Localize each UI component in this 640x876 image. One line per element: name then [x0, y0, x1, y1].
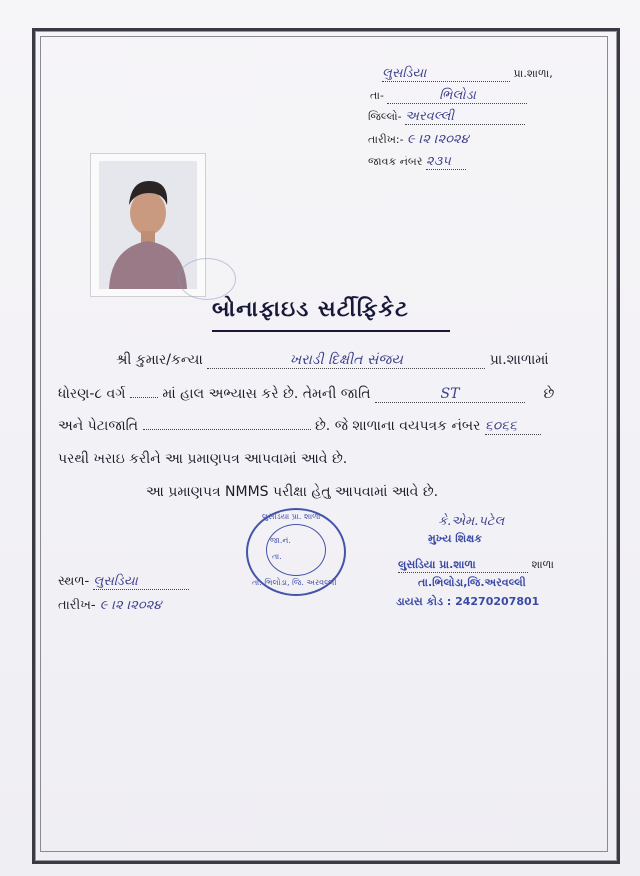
seal-field-2: તા. — [272, 552, 282, 561]
line2-suffix: છે — [543, 386, 555, 402]
dise-code: ડાયસ કોડ : 24270207801 — [396, 595, 540, 608]
body-line-3 — [58, 418, 541, 435]
line2-middle: માં હાલ અભ્યાસ કરે છે. તેમની જાતિ — [162, 386, 371, 402]
header-taluka-label: તા- — [370, 89, 384, 102]
header-district-line — [368, 109, 525, 125]
header-date-line — [368, 132, 469, 147]
signature-school-line — [398, 558, 554, 573]
line3-middle: છે. જે શાળાના વયપત્રક નંબર — [314, 418, 481, 434]
line3-prefix: અને પેટાજાતિ — [58, 418, 139, 434]
seal-field-1: જા.નં. — [270, 536, 291, 545]
header-school-name: લુસડિયા — [382, 66, 510, 82]
school-seal-inner — [266, 524, 326, 576]
header-date-label: તારીખ:- — [368, 133, 404, 146]
seal-bottom-text: તા. ભિલોડા, જિ. અરવલ્લી — [252, 578, 337, 587]
signature-taluka: તા.ભિલોડા,જિ.અરવલ્લી — [418, 576, 526, 589]
line2-blank — [130, 397, 158, 398]
header-outward-value: ૨૩૫ — [426, 154, 466, 170]
headmaster-role: મુખ્ય શિક્ષક — [428, 532, 483, 545]
body-line-1 — [116, 352, 549, 369]
footer-place-value: લુસડિયા — [93, 574, 189, 590]
headmaster-signature: કે.એમ.પટેલ — [438, 514, 505, 529]
line1-suffix: પ્રા.શાળામાં — [489, 352, 549, 368]
subcaste-blank — [143, 429, 311, 430]
register-number: ૬૦૬૬ — [485, 418, 541, 435]
header-school-suffix: પ્રા.શાળા, — [513, 67, 553, 80]
line2-prefix: ધોરણ-૮ વર્ગ — [58, 386, 126, 402]
footer-place-label: સ્થળ- — [58, 574, 90, 589]
student-name: ખરાડી દિક્ષીત સંજય — [207, 352, 485, 369]
seal-top-text: લુસડિયા પ્રા. શાળા — [262, 512, 321, 521]
certificate-title: બોનાફાઇડ સર્ટીફિકેટ — [212, 296, 409, 322]
line1-prefix: શ્રી કુમાર/કન્યા — [116, 352, 203, 368]
header-taluka-value: ભિલોડા — [387, 88, 527, 104]
signature-school-suffix: શાળા — [531, 558, 554, 571]
header-district-value: અરવલ્લી — [405, 109, 525, 125]
body-line-4: પરથી ખરાઇ કરીને આ પ્રમાણપત્ર આપવામાં આવે છે. — [58, 451, 348, 467]
body-line-5: આ પ્રમાણપત્ર NMMS પરીક્ષા હેતુ આપવામાં આવે છે. — [146, 484, 439, 500]
title-underline — [212, 330, 450, 332]
header-district-label: જિલ્લો- — [368, 110, 402, 123]
footer-place-line — [58, 574, 189, 590]
footer-date-line — [58, 598, 161, 613]
header-outward-label: જાવક નંબર — [368, 155, 423, 168]
footer-date-value: ૯ ।૨ ।૨૦૨૪ — [99, 598, 162, 613]
signature-school-name: લુસડિયા પ્રા.શાળા — [398, 558, 528, 573]
header-date-value: ૯ ।૨ ।૨૦૨૪ — [407, 132, 469, 147]
header-taluka-line — [370, 88, 527, 104]
body-line-2 — [58, 386, 554, 403]
photo-seal-mark — [178, 258, 236, 300]
footer-date-label: તારીખ- — [58, 598, 96, 613]
header-school-line — [382, 66, 553, 82]
student-caste: ST — [375, 386, 525, 403]
header-outward-line — [368, 154, 466, 170]
